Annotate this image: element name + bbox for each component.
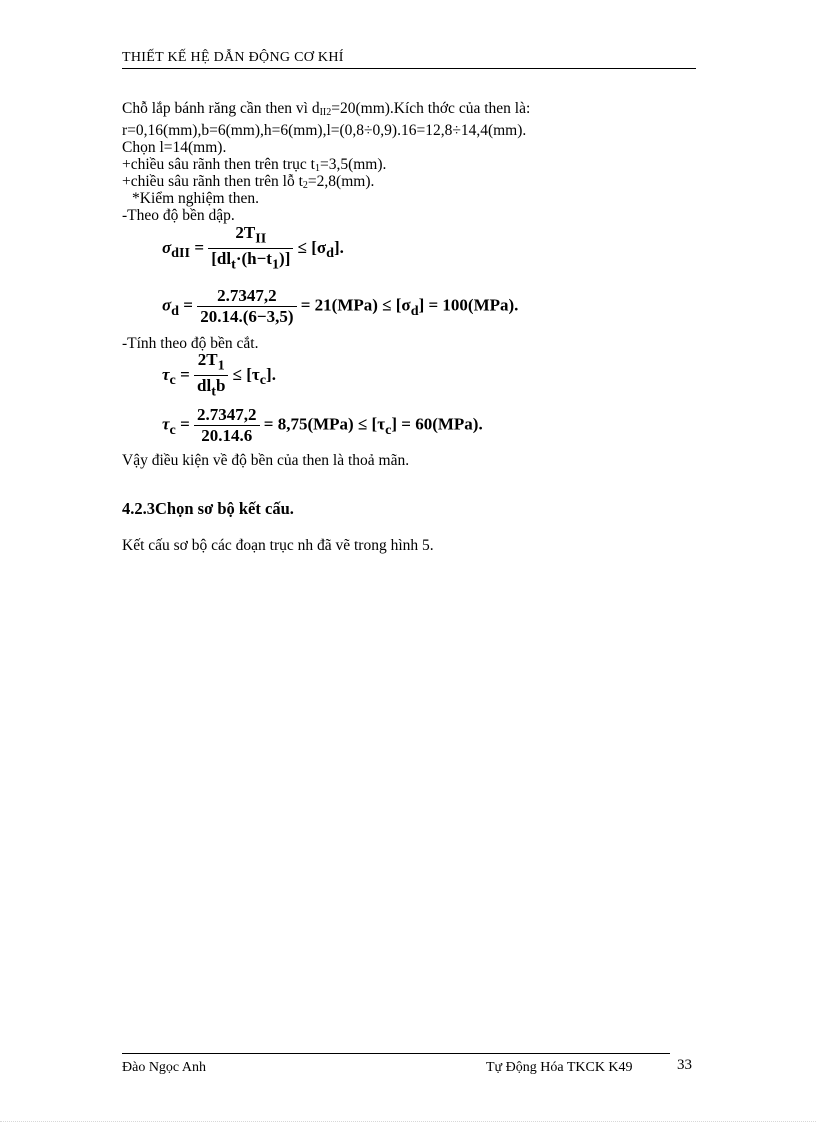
f2-denominator: 20.14.(6−3,5) [200,307,294,326]
f4-denominator: 20.14.6 [201,426,253,445]
footer-rule [122,1053,670,1054]
f4-lhs-sub: c [169,421,176,438]
text-line-1-post: =20(mm).Kích thớc của then là: [331,100,531,117]
text-line-5-post: =2,8(mm). [307,173,375,190]
f3-den-text: dl [197,376,212,396]
f2-rhs-end: ] = 100(MPa). [418,295,519,315]
page-header: THIẾT KẾ HỆ DẪN ĐỘNG CƠ KHÍ [122,50,696,69]
f4-fraction [194,405,260,446]
f3-numerator [194,350,228,376]
text-line-5-sub: 2 [302,180,308,191]
section-heading: 4.2.3Chọn sơ bộ kết cấu. [122,499,294,518]
f1-den-sub2: 1 [271,256,280,273]
f2-numerator: 2.7347,2 [197,286,296,307]
f1-num-text: 2T [235,223,256,242]
f3-rhs-sub: c [259,372,267,389]
text-line-1-sub: II2 [319,107,332,118]
f1-den-sub: t [231,256,236,273]
f1-rhs: ≤ [σ [297,237,327,257]
f1-num-sub: II [255,230,267,247]
f3-lhs-sub: c [169,372,176,389]
f3-rhs-end: ]. [266,364,276,384]
f1-denominator [208,249,293,274]
formula-shear-stress: $\tau_c$ = $\frac{2T_1}{dl_tb}$ ≤ $[\tau_c]$. [162,350,276,400]
text-line-2: r=0,16(mm),b=6(mm),h=6(mm),l=(0,8÷0,9).16=12,8÷14,4(mm). [122,122,527,139]
page-number: 33 [677,1057,692,1073]
f3-fraction [194,350,228,402]
text-line-1-pre: Chỗ lắp bánh răng cần then vì d [122,100,320,117]
section-text: Kết cấu sơ bộ các đoạn trục nh đã vẽ trong hình 5. [122,537,434,554]
f1-den-text: [dl [211,249,232,269]
f2-lhs-sub: d [171,302,180,319]
f1-lhs-sub: dII [171,245,191,262]
text-line-7: -Theo độ bền dập. [122,207,235,224]
f4-lhs: τ [162,414,170,434]
f3-num-text: 2T [197,350,218,369]
formula-shear-stress-value: $\tau_c$ = $\frac{2.7347,2}{20.14.6}$ = $8,75(MPa) \le [\tau_c] = 60(MPa)$. [162,405,483,445]
f2-fraction [197,286,296,327]
f1-den-end: )] [279,249,291,269]
f3-rhs: ≤ [τ [232,364,260,384]
f4-numerator: 2.7347,2 [194,405,260,426]
f3-den-sub: t [211,383,216,400]
text-line-5-pre: +chiều sâu rãnh then trên lỗ t [122,173,303,190]
f1-fraction [208,223,293,275]
footer-author: Đào Ngọc Anh [122,1060,206,1075]
f1-numerator [208,223,293,249]
text-line-4-pre: +chiều sâu rãnh then trên trục t [122,156,315,173]
f4-rhs: = 8,75(MPa) ≤ [τ [263,414,386,434]
footer-course: Tự Động Hóa TKCK K49 [486,1060,633,1075]
f2-lhs: σ [162,295,172,315]
f1-den-mid: ·(h−t [235,249,272,269]
text-line-4-post: =3,5(mm). [319,156,387,173]
text-line-3: Chọn l=14(mm). [122,139,227,156]
text-line-1 [122,100,530,121]
page-bottom-border [0,1121,816,1122]
text-line-8: -Tính theo độ bền cắt. [122,335,259,352]
f3-denominator [194,376,228,401]
f4-rhs-end: ] = 60(MPa). [391,414,483,434]
f2-rhs-sub: d [410,302,419,319]
formula-crush-stress-value: $\sigma_d$ = $\frac{2.7347,2}{20.14.(6-3,5)}$ = $21(MPa) \le [\sigma_d] = 100(MPa)$. [162,286,519,326]
f3-num-sub: 1 [217,357,225,374]
formula-crush-stress: $\sigma_{dII}$ = $\frac{2T_{II}}{[dl_t\cdot(h-t_1)]}$ ≤ $[\sigma_d]$. [162,223,344,273]
f2-rhs: = 21(MPa) ≤ [σ [300,295,411,315]
text-line-6: *Kiểm nghiệm then. [132,190,259,207]
text-line-4-sub: 1 [314,163,320,174]
f1-lhs: σ [162,237,172,257]
f4-rhs-sub: c [385,421,392,438]
f1-rhs-sub: d [326,245,334,262]
f3-den-end: b [215,376,226,396]
f1-rhs-end: ]. [334,237,344,257]
f3-lhs: τ [162,364,170,384]
text-line-9: Vậy điều kiện về độ bền của then là thoả mãn. [122,452,410,469]
